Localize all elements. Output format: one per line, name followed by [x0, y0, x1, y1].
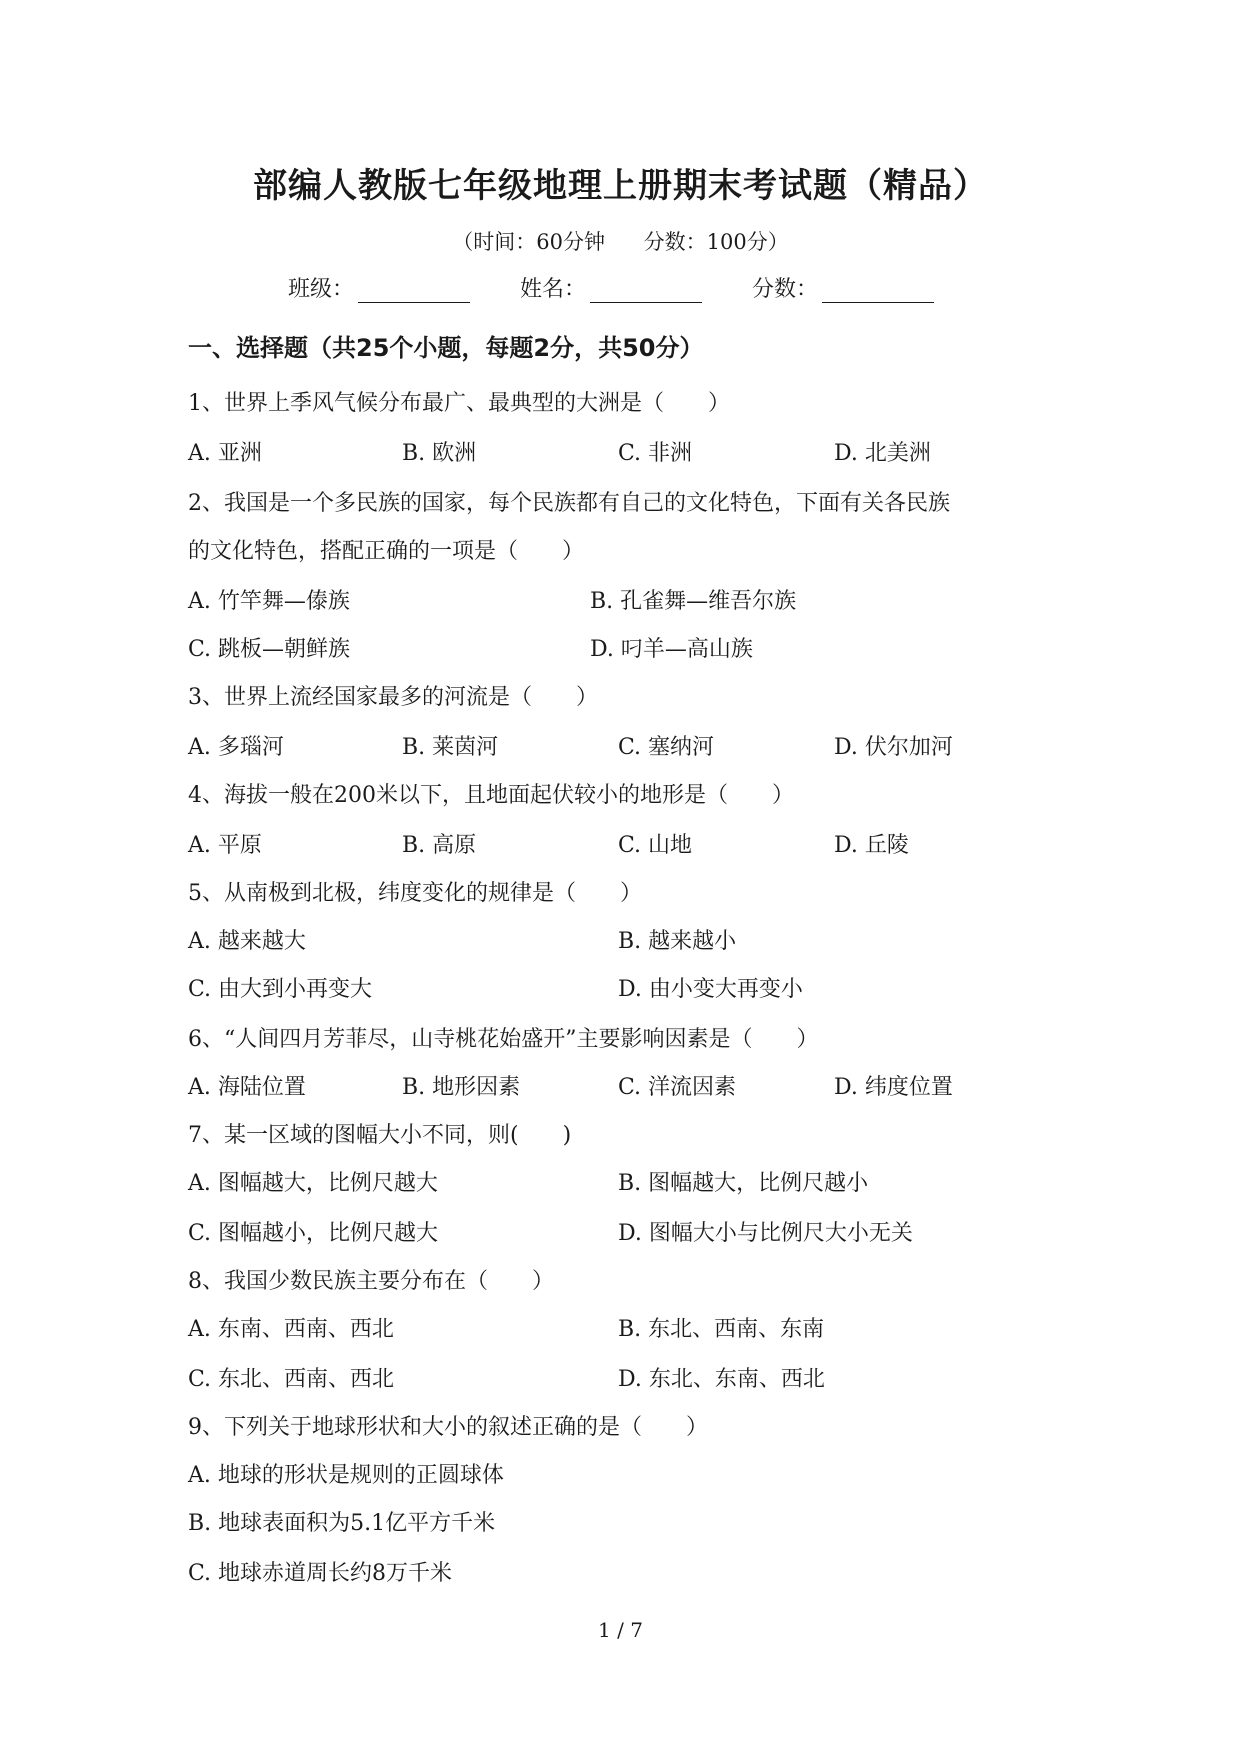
option-9c: C. 地球赤道周长约8万千米 — [188, 1561, 453, 1586]
question-5: 5、从南极到北极，纬度变化的规律是（ ） — [188, 881, 642, 906]
option-6d: D. 纬度位置 — [834, 1075, 953, 1100]
option-3a: A. 多瑙河 — [188, 735, 284, 760]
option-6b: B. 地形因素 — [402, 1075, 521, 1100]
question-6: 6、“人间四月芳菲尽，山寺桃花始盛开”主要影响因素是（ ） — [188, 1027, 819, 1052]
exam-time: （时间：60分钟 — [452, 230, 605, 254]
option-3d: D. 伏尔加河 — [834, 735, 953, 760]
question-2: 2、我国是一个多民族的国家，每个民族都有自己的文化特色，下面有关各民族 — [188, 491, 950, 516]
option-1a: A. 亚洲 — [188, 441, 262, 466]
name-label: 姓名： — [520, 277, 587, 302]
option-9b: B. 地球表面积为5.1亿平方千米 — [188, 1511, 496, 1536]
option-8b: B. 东北、西南、东南 — [618, 1317, 825, 1342]
student-info-row — [288, 272, 984, 303]
option-1d: D. 北美洲 — [834, 441, 931, 466]
question-7: 7、某一区域的图幅大小不同，则( ) — [188, 1123, 572, 1148]
option-8d: D. 东北、东南、西北 — [618, 1367, 825, 1392]
option-6c: C. 洋流因素 — [618, 1075, 737, 1100]
option-1c: C. 非洲 — [618, 441, 693, 466]
option-7a: A. 图幅越大，比例尺越大 — [188, 1171, 438, 1196]
name-blank[interactable] — [590, 276, 702, 303]
option-2b: B. 孔雀舞—维吾尔族 — [590, 589, 797, 614]
option-8c: C. 东北、西南、西北 — [188, 1367, 395, 1392]
option-4d: D. 丘陵 — [834, 833, 909, 858]
question-3: 3、世界上流经国家最多的河流是（ ） — [188, 685, 598, 710]
option-3b: B. 莱茵河 — [402, 735, 499, 760]
option-4c: C. 山地 — [618, 833, 693, 858]
option-8a: A. 东南、西南、西北 — [188, 1317, 394, 1342]
option-7c: C. 图幅越小，比例尺越大 — [188, 1221, 439, 1246]
option-1b: B. 欧洲 — [402, 441, 477, 466]
exam-meta — [0, 226, 1241, 256]
option-2c: C. 跳板—朝鲜族 — [188, 637, 351, 662]
score-blank[interactable] — [822, 276, 934, 303]
class-blank[interactable] — [358, 276, 470, 303]
option-9a: A. 地球的形状是规则的正圆球体 — [188, 1463, 504, 1488]
question-1: 1、世界上季风气候分布最广、最典型的大洲是（ ） — [188, 391, 730, 416]
option-2d: D. 叼羊—高山族 — [590, 637, 753, 662]
option-7d: D. 图幅大小与比例尺大小无关 — [618, 1221, 913, 1246]
option-3c: C. 塞纳河 — [618, 735, 715, 760]
question-2-cont: 的文化特色，搭配正确的一项是（ ） — [188, 539, 585, 564]
option-2a: A. 竹竿舞—傣族 — [188, 589, 350, 614]
section-heading: 一、选择题（共25个小题，每题2分，共50分） — [188, 334, 704, 362]
score-field — [752, 272, 934, 303]
name-field — [520, 272, 702, 303]
option-5d: D. 由小变大再变小 — [618, 977, 803, 1002]
option-6a: A. 海陆位置 — [188, 1075, 306, 1100]
score-label: 分数： — [752, 277, 819, 302]
page-number: 1 / 7 — [598, 1618, 643, 1642]
option-5c: C. 由大到小再变大 — [188, 977, 373, 1002]
option-4b: B. 高原 — [402, 833, 477, 858]
question-8: 8、我国少数民族主要分布在（ ） — [188, 1269, 554, 1294]
exam-total-score: 分数：100分） — [643, 230, 789, 254]
option-5b: B. 越来越小 — [618, 929, 737, 954]
question-9: 9、下列关于地球形状和大小的叙述正确的是（ ） — [188, 1415, 708, 1440]
option-7b: B. 图幅越大，比例尺越小 — [618, 1171, 869, 1196]
option-5a: A. 越来越大 — [188, 929, 306, 954]
page-title: 部编人教版七年级地理上册期末考试题（精品） — [253, 166, 988, 206]
question-4: 4、海拔一般在200米以下，且地面起伏较小的地形是（ ） — [188, 783, 794, 808]
class-label: 班级： — [288, 277, 355, 302]
option-4a: A. 平原 — [188, 833, 262, 858]
class-field — [288, 272, 470, 303]
